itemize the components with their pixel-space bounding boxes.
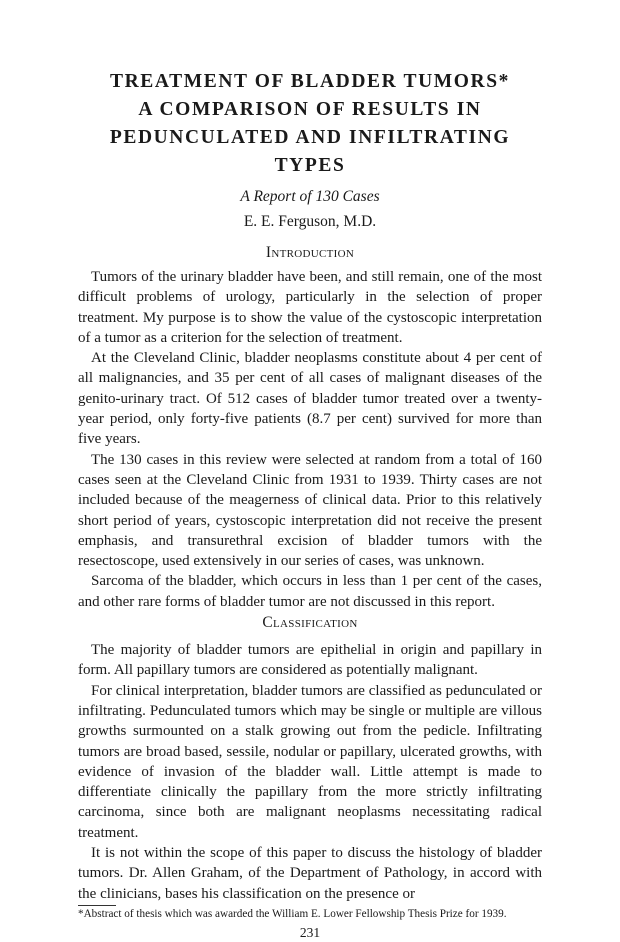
page-number: 231: [299, 924, 321, 940]
paragraph: For clinical interpretation, bladder tumors are classified as pedunculated or infiltrating. Pedunculated tumors which may be single or multiple are villous growths surmounted on a stalk growing out from the pedicle. Infiltrating tumors are broad based, sessile, nodular or papillary, ulcerated growths, with evidence of invasion of the bladder wall. Little attempt is made to differentiate clinically the papillary from the more strictly infiltrating carcinoma, since both are malignant neoplasms necessitating radical treatment.: [78, 682, 542, 841]
article-header: [78, 68, 542, 234]
paragraph: Sarcoma of the bladder, which occurs in less than 1 per cent of the cases, and other rare forms of bladder tumor are not discussed in this report.: [78, 573, 542, 610]
article-title-line-1: TREATMENT OF BLADDER TUMORS*: [110, 71, 510, 92]
paragraph: Tumors of the urinary bladder have been, and still remain, one of the most difficult problems of urology, particularly in the selection of proper treatment. My purpose is to show the value of the cystoscopic interpretation of a tumor as a criterion for the selection of treatment.: [78, 269, 542, 346]
article-author: E. E. Ferguson, M.D.: [243, 213, 377, 230]
footnote-block: [78, 905, 542, 922]
paragraph: The majority of bladder tumors are epithelial in origin and papillary in form. All papillary tumors are considered as potentially malignant.: [78, 642, 542, 679]
article-title-line-3: PEDUNCULATED AND INFILTRATING TYPES: [109, 127, 511, 176]
footnote-divider: [78, 905, 116, 906]
section-introduction: [78, 242, 542, 612]
paragraph: At the Cleveland Clinic, bladder neoplasms constitute about 4 per cent of all malignancies, and 35 per cent of all cases of malignant diseases of the genito-urinary tract. Of 512 cases of bladder tumor treated over a twenty-year period, only forty-five patients (8.7 per cent) survived for more than five years.: [78, 350, 542, 448]
article-title-line-2: A COMPARISON OF RESULTS IN: [138, 99, 482, 120]
paragraph: It is not within the scope of this paper to discuss the histology of bladder tumors. Dr. Allen Graham, of the Department of Pathology, in accord with the clinicians, bases his classification on the presence or: [78, 845, 542, 902]
section-classification: [78, 612, 542, 904]
article-subtitle: A Report of 130 Cases: [240, 188, 380, 205]
section-heading-classification: Classification: [262, 614, 358, 632]
section-heading-introduction: Introduction: [265, 244, 355, 261]
paragraph: The 130 cases in this review were selected at random from a total of 160 cases seen at the Cleveland Clinic from 1931 to 1939. Thirty cases are not included because of the meagerness of clinical data. Prior to this relatively short period of years, cystoscopic interpretation did not receive the present emphasis, and transurethral excision of bladder tumors with the resectoscope, used extensively in our series of cases, was unknown.: [78, 451, 542, 570]
footnote: *Abstract of thesis which was awarded the William E. Lower Fellowship Thesis Prize for 1939.: [78, 907, 507, 920]
